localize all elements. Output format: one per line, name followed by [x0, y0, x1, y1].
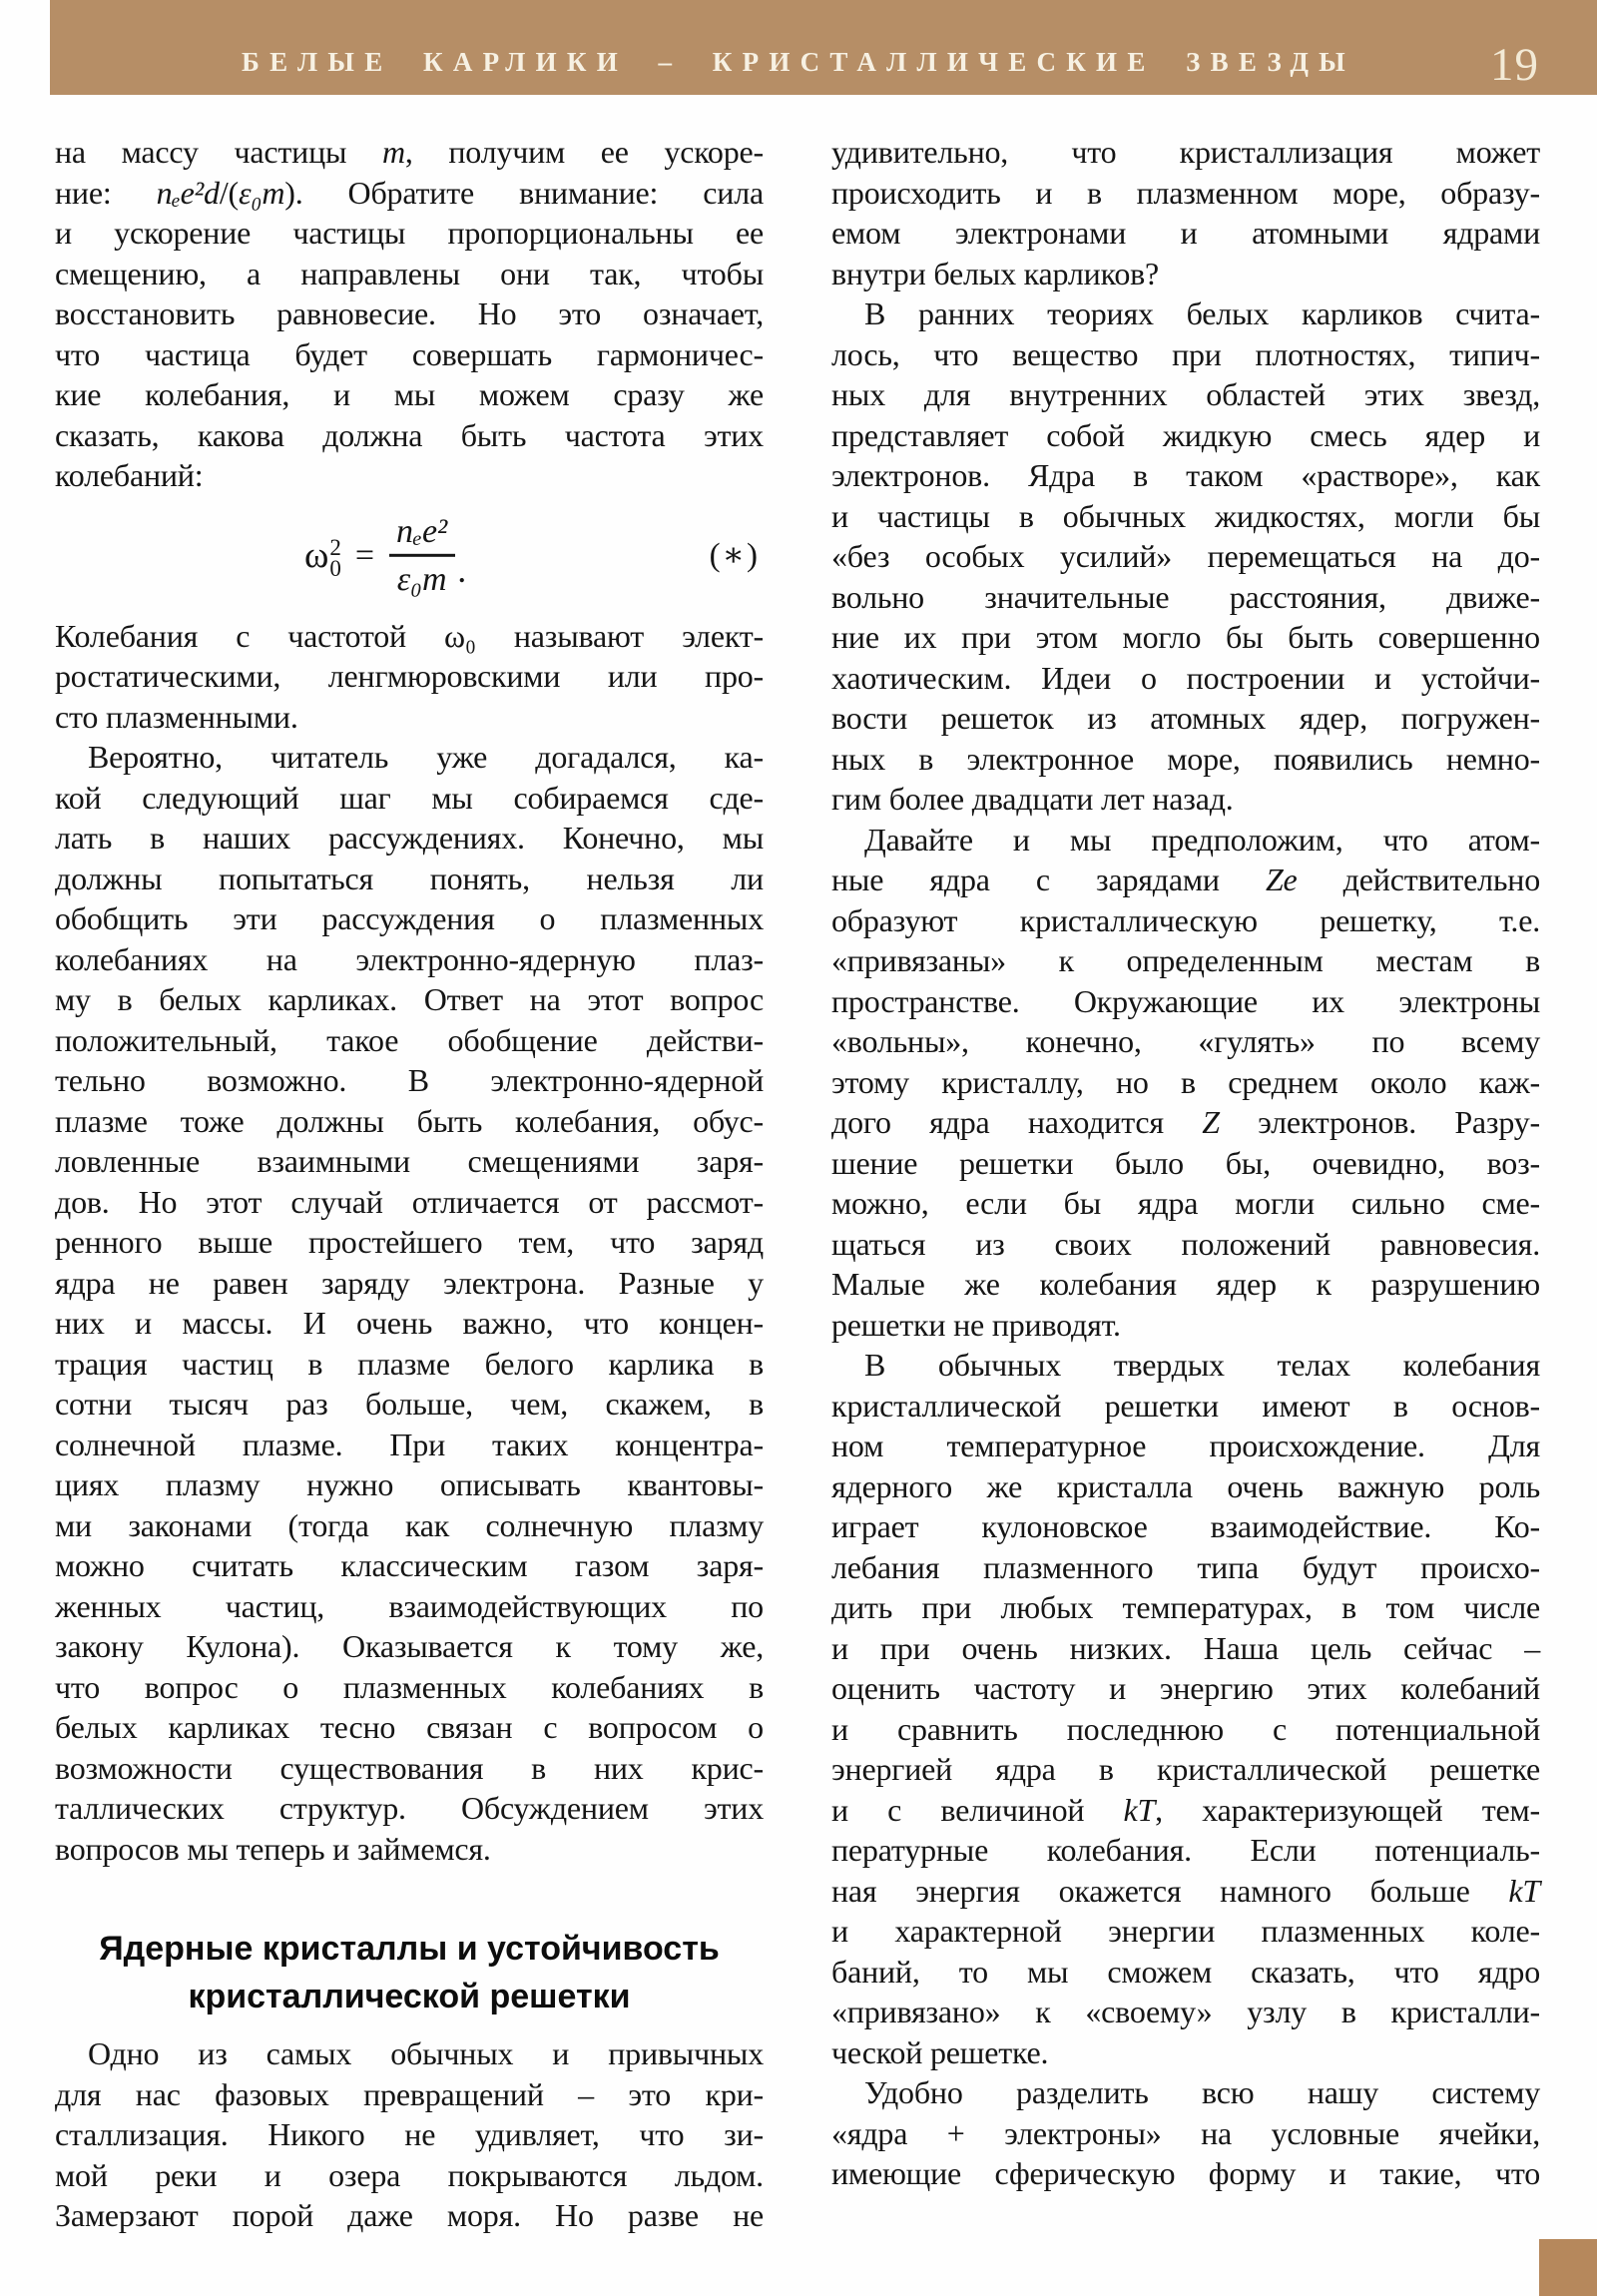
paragraph [55, 2033, 764, 2236]
text-line: кой следующий шаг мы собираемся сде- [55, 779, 764, 816]
paragraph [55, 132, 764, 496]
left-column [55, 132, 764, 2236]
text-line: емом электронами и атомными ядрами [831, 215, 1540, 251]
text-line: шение решетки было бы, очевидно, воз- [831, 1144, 1540, 1181]
text-line: что частица будет совершать гармоничес- [55, 335, 764, 372]
text-line: сотни тысяч раз больше, чем, скажем, в [55, 1386, 764, 1422]
text-line: образуют кристаллическую решетку, т.е. [831, 901, 1540, 938]
text-line: обобщить эти рассуждения о плазменных [55, 900, 764, 936]
text-line: пературные колебания. Если потенциаль- [831, 1832, 1540, 1868]
text-line: трация частиц в плазме белого карлика в [55, 1345, 764, 1382]
text-line: ная энергия окажется намного больше kT [831, 1872, 1540, 1909]
text-line: «привязано» к «своему» узлу в кристалли- [831, 1994, 1540, 2029]
section-heading-line: кристаллической решетки [188, 1978, 631, 2015]
text-line: ядерного же кристалла очень важную роль [831, 1467, 1540, 1504]
text-line: ние: nₑe²d/(ε₀m). Обратите внимание: сила [55, 174, 764, 211]
text-line: можно считать классическим газом заря- [55, 1547, 764, 1583]
text-line: циях плазму нужно описывать квантовы- [55, 1466, 764, 1502]
text-line: лось, что вещество при плотностях, типич- [831, 335, 1540, 372]
text-line: имеющие сферическую форму и такие, что [831, 2155, 1540, 2191]
text-line: ми законами (тогда как солнечную плазму [55, 1506, 764, 1543]
text-line: му в белых карликах. Ответ на этот вопрос [55, 981, 764, 1017]
text-line: и ускорение частицы пропорциональны ее [55, 215, 764, 251]
text-line: возможности существования в них крис- [55, 1749, 764, 1786]
section-heading [55, 1925, 764, 2020]
text-line: вопросов мы теперь и займемся. [55, 1830, 491, 1867]
text-line: и характерной энергии плазменных коле- [831, 1913, 1540, 1949]
text-line: солнечной плазме. При таких концентра- [55, 1426, 764, 1462]
omega-scripts [329, 534, 341, 581]
formula-tag: (∗) [709, 536, 760, 573]
text-line: этому кристаллу, но в среднем около каж- [831, 1063, 1540, 1100]
text-line: В ранних теориях белых карликов счита- [864, 295, 1540, 331]
text-line: ных в электронное море, появились немно- [831, 740, 1540, 777]
equals-sign: = [354, 536, 375, 574]
text-line: для нас фазовых превращений – это кри- [55, 2075, 764, 2112]
formula [55, 496, 764, 616]
text-line: закону Кулона). Оказывается к тому же, [55, 1628, 764, 1664]
paragraph [831, 293, 1540, 820]
text-line: дить при любых температурах, в том числе [831, 1589, 1540, 1625]
text-line: женных частиц, взаимодействующих по [55, 1587, 764, 1624]
paragraph [831, 2072, 1540, 2194]
text-line: и сравнить последнюю с потенциальной [831, 1710, 1540, 1747]
text-line: ядра не равен заряду электрона. Разные у [55, 1264, 764, 1301]
text-line: электронов. Ядра в таком «растворе», как [831, 457, 1540, 493]
text-line: дов. Но этот случай отличается от рассмот- [55, 1183, 764, 1220]
text-line: вости решеток из атомных ядер, погружен- [831, 700, 1540, 736]
text-line: смещению, а направлены они так, чтобы [55, 255, 764, 291]
text-line: В обычных твердых телах колебания [864, 1347, 1540, 1383]
omega-symbol: ω [304, 535, 329, 576]
text-line: кристаллической решетки имеют в основ- [831, 1387, 1540, 1424]
text-line: лать в наших рассуждениях. Конечно, мы [55, 820, 764, 856]
text-line: кие колебания, и мы можем сразу же [55, 376, 764, 412]
section-heading-line: Ядерные кристаллы и устойчивость [99, 1930, 720, 1968]
text-line: тельно возможно. В электронно-ядерной [55, 1062, 764, 1098]
text-line: плазме тоже должны быть колебания, обус- [55, 1102, 764, 1139]
paragraph [55, 616, 764, 738]
text-line: и частицы в обычных жидкостях, могли бы [831, 497, 1540, 534]
text-line: них и массы. И очень важно, что концен- [55, 1305, 764, 1341]
text-line: на массу частицы m, получим ее ускоре- [55, 134, 764, 170]
text-line: сто плазменными. [55, 698, 298, 735]
fraction-numerator: nₑe² [396, 512, 448, 550]
text-line: гим более двадцати лет назад. [831, 781, 1234, 817]
text-line: удивительно, что кристаллизация может [831, 134, 1540, 170]
text-line: таллических структур. Обсуждением этих [55, 1790, 764, 1826]
text-line: ных для внутренних областей этих звезд, [831, 376, 1540, 412]
text-line: Колебания с частотой ω₀ называют элект- [55, 617, 764, 654]
formula-period: . [457, 549, 467, 590]
corner-ornament [1539, 2239, 1597, 2296]
text-line: вольно значительные расстояния, движе- [831, 578, 1540, 615]
formula-expression [304, 513, 466, 597]
text-line: хаотическим. Идеи о построении и устойчи- [831, 659, 1540, 696]
text-line: мой реки и озера покрываются льдом. [55, 2156, 764, 2193]
text-line: можно, если бы ядра могли сильно сме- [831, 1185, 1540, 1221]
text-line: Вероятно, читатель уже догадался, ка- [88, 739, 764, 775]
text-line: «привязаны» к определенным местам в [831, 942, 1540, 978]
text-line: баний, то мы сможем сказать, что ядро [831, 1953, 1540, 1990]
paragraph [55, 737, 764, 1869]
text-line: «без особых усилий» перемещаться на до- [831, 538, 1540, 574]
formula-omega [304, 534, 341, 581]
text-line: Давайте и мы предположим, что атом- [864, 821, 1540, 858]
omega-superscript: 2 [329, 534, 341, 560]
text-line: белых карликах тесно связан с вопросом о [55, 1709, 764, 1745]
text-line: пространстве. Окружающие их электроны [831, 982, 1540, 1019]
paragraph [831, 820, 1540, 1346]
text-line: ренного выше простейшего тем, что заряд [55, 1224, 764, 1260]
text-line: лебания плазменного типа будут происхо- [831, 1548, 1540, 1585]
text-line: что вопрос о плазменных колебаниях в [55, 1668, 764, 1705]
text-line: энергией ядра в кристаллической решетке [831, 1751, 1540, 1787]
text-line: играет кулоновское взаимодействие. Ко- [831, 1508, 1540, 1544]
text-line: щаться из своих положений равновесия. [831, 1225, 1540, 1262]
text-line: ростатическими, ленгмюровскими или про- [55, 658, 764, 694]
text-line: колебаниях на электронно-ядерную плаз- [55, 940, 764, 977]
text-line: Замерзают порой даже моря. Но разве не [55, 2197, 764, 2233]
text-line: дого ядра находится Z электронов. Разру- [831, 1104, 1540, 1140]
text-line: Малые же колебания ядер к разрушению [831, 1266, 1540, 1302]
text-line: восстановить равновесие. Но это означает, [55, 295, 764, 331]
text-line: и с величиной kT, характеризующей тем- [831, 1791, 1540, 1828]
text-line: «ядра + электроны» на условные ячейки, [831, 2114, 1540, 2151]
fraction-denominator: ε₀m [389, 554, 455, 598]
text-line: «вольны», конечно, «гулять» по всему [831, 1023, 1540, 1059]
text-line: ние их при этом могло бы быть совершенно [831, 619, 1540, 655]
text-line: положительный, такое обобщение действи- [55, 1021, 764, 1058]
text-line: Одно из самых обычных и привычных [88, 2035, 764, 2071]
page-title: БЕЛЫЕ КАРЛИКИ – КРИСТАЛЛИЧЕСКИЕ ЗВЕЗДЫ [242, 47, 1355, 77]
text-line: представляет собой жидкую смесь ядер и [831, 416, 1540, 453]
text-line: ловленные взаимными смещениями заря- [55, 1143, 764, 1179]
text-line: внутри белых карликов? [831, 255, 1160, 291]
formula-fraction [388, 513, 455, 597]
page-number: 19 [1490, 39, 1539, 91]
text-line: ном температурное происхождение. Для [831, 1428, 1540, 1463]
text-line: решетки не приводят. [831, 1306, 1121, 1343]
text-line: Удобно разделить всю нашу систему [864, 2074, 1540, 2110]
text-line: должны попытаться понять, нельзя ли [55, 860, 764, 896]
paragraph [831, 1345, 1540, 2072]
right-column [831, 132, 1540, 2194]
text-line: ные ядра с зарядами Ze действительно [831, 861, 1540, 897]
text-line: колебаний: [55, 457, 204, 493]
text-line: ческой решетке. [831, 2033, 1049, 2070]
text-line: и при очень низких. Наша цель сейчас – [831, 1629, 1540, 1666]
text-line: оценить частоту и энергию этих колебаний [831, 1670, 1540, 1706]
omega-subscript: 0 [329, 555, 341, 581]
text-line: происходить и в плазменном море, образу- [831, 174, 1540, 211]
text-line: сталлизация. Никого не удивляет, что зи- [55, 2116, 764, 2152]
paragraph [831, 132, 1540, 293]
text-line: сказать, какова должна быть частота этих [55, 416, 764, 453]
